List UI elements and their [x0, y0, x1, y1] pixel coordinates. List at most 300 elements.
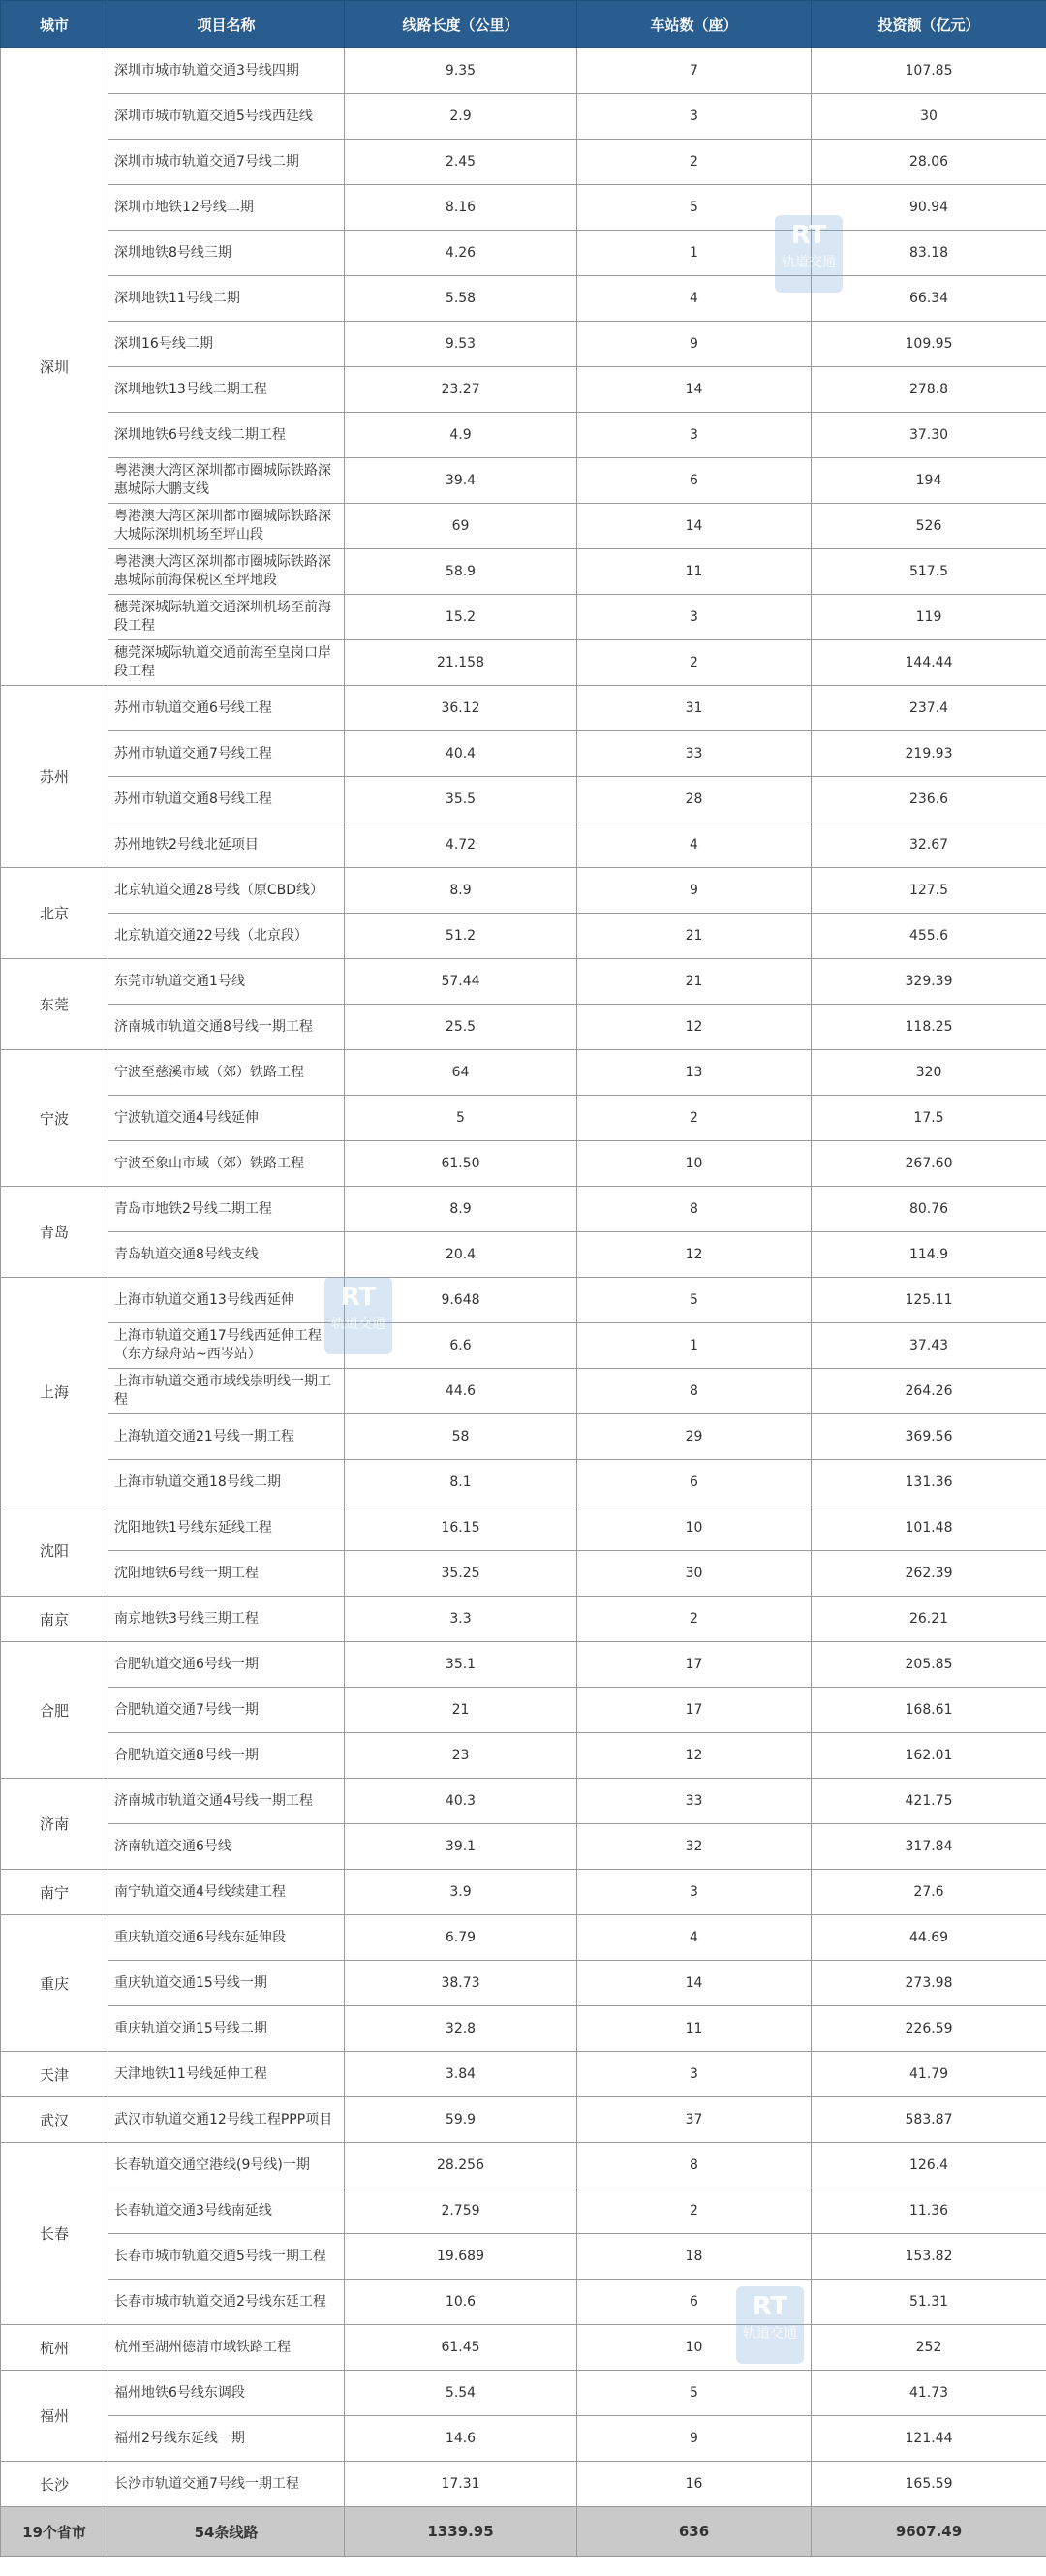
- station-count-cell: 10: [577, 1505, 812, 1551]
- line-length-cell: 28.256: [345, 2143, 577, 2188]
- investment-cell: 80.76: [812, 1187, 1046, 1232]
- investment-cell: 236.6: [812, 777, 1046, 822]
- investment-cell: 267.60: [812, 1141, 1046, 1187]
- header-project-name: 项目名称: [108, 1, 345, 48]
- table-row: [1, 959, 1046, 1005]
- table-row: [1, 2462, 1046, 2507]
- line-length-cell: 58: [345, 1414, 577, 1460]
- line-length-cell: 64: [345, 1050, 577, 1096]
- project-name-cell: 宁波至象山市域（郊）铁路工程: [108, 1141, 345, 1187]
- table-row: [1, 1779, 1046, 1824]
- line-length-cell: 14.6: [345, 2416, 577, 2462]
- table-row: [1, 322, 1046, 367]
- project-name-cell: 南京地铁3号线三期工程: [108, 1597, 345, 1642]
- line-length-cell: 35.5: [345, 777, 577, 822]
- station-count-cell: 32: [577, 1824, 812, 1870]
- city-cell: 杭州: [1, 2325, 108, 2371]
- project-name-cell: 青岛轨道交通8号线支线: [108, 1232, 345, 1278]
- table-row: [1, 1096, 1046, 1141]
- city-cell: 长沙: [1, 2462, 108, 2507]
- project-name-cell: 东莞市轨道交通1号线: [108, 959, 345, 1005]
- line-length-cell: 2.759: [345, 2188, 577, 2234]
- line-length-cell: 40.4: [345, 731, 577, 777]
- watermark-text: 轨道交通: [331, 1317, 385, 1332]
- line-length-cell: 61.50: [345, 1141, 577, 1187]
- investment-cell: 194: [812, 458, 1046, 504]
- station-count-cell: 21: [577, 959, 812, 1005]
- project-name-cell: 上海轨道交通21号线一期工程: [108, 1414, 345, 1460]
- investment-cell: 278.8: [812, 367, 1046, 413]
- project-name-cell: 穗莞深城际轨道交通前海至皇岗口岸段工程: [108, 640, 345, 686]
- project-name-cell: 福州地铁6号线东调段: [108, 2371, 345, 2416]
- table-row: [1, 1187, 1046, 1232]
- table-row: [1, 276, 1046, 322]
- line-length-cell: 20.4: [345, 1232, 577, 1278]
- total-project-count: 54条线路: [108, 2507, 345, 2557]
- project-name-cell: 深圳地铁8号线三期: [108, 231, 345, 276]
- table-row: [1, 1870, 1046, 1915]
- table-row: [1, 1414, 1046, 1460]
- station-count-cell: 5: [577, 185, 812, 231]
- watermark-text: 轨道交通: [743, 2326, 797, 2342]
- project-name-cell: 福州2号线东延线一期: [108, 2416, 345, 2462]
- station-count-cell: 3: [577, 2052, 812, 2097]
- station-count-cell: 33: [577, 731, 812, 777]
- city-cell: 南宁: [1, 1870, 108, 1915]
- line-length-cell: 8.9: [345, 868, 577, 914]
- investment-cell: 583.87: [812, 2097, 1046, 2143]
- station-count-cell: 12: [577, 1733, 812, 1779]
- city-cell: 青岛: [1, 1187, 108, 1278]
- table-row: [1, 1141, 1046, 1187]
- line-length-cell: 38.73: [345, 1961, 577, 2006]
- investment-cell: 421.75: [812, 1779, 1046, 1824]
- table-row: [1, 458, 1046, 504]
- investment-cell: 41.73: [812, 2371, 1046, 2416]
- station-count-cell: 3: [577, 94, 812, 140]
- line-length-cell: 25.5: [345, 1005, 577, 1050]
- investment-cell: 30: [812, 94, 1046, 140]
- investment-cell: 44.69: [812, 1915, 1046, 1961]
- project-name-cell: 穗莞深城际轨道交通深圳机场至前海段工程: [108, 595, 345, 640]
- table-row: [1, 1824, 1046, 1870]
- table-row: [1, 2234, 1046, 2280]
- table-row: [1, 549, 1046, 595]
- line-length-cell: 35.1: [345, 1642, 577, 1688]
- station-count-cell: 1: [577, 231, 812, 276]
- line-length-cell: 39.4: [345, 458, 577, 504]
- line-length-cell: 3.9: [345, 1870, 577, 1915]
- table-row: [1, 2052, 1046, 2097]
- line-length-cell: 19.689: [345, 2234, 577, 2280]
- line-length-cell: 44.6: [345, 1369, 577, 1414]
- line-length-cell: 51.2: [345, 914, 577, 959]
- project-name-cell: 北京轨道交通22号线（北京段）: [108, 914, 345, 959]
- table-row: [1, 2416, 1046, 2462]
- investment-cell: 26.21: [812, 1597, 1046, 1642]
- station-count-cell: 2: [577, 140, 812, 185]
- table-row: [1, 2325, 1046, 2371]
- station-count-cell: 4: [577, 276, 812, 322]
- project-name-cell: 深圳地铁11号线二期: [108, 276, 345, 322]
- investment-cell: 369.56: [812, 1414, 1046, 1460]
- project-name-cell: 粤港澳大湾区深圳都市圈城际铁路深惠城际前海保税区至坪地段: [108, 549, 345, 595]
- line-length-cell: 58.9: [345, 549, 577, 595]
- investment-cell: 32.67: [812, 822, 1046, 868]
- project-name-cell: 合肥轨道交通6号线一期: [108, 1642, 345, 1688]
- line-length-cell: 21.158: [345, 640, 577, 686]
- project-name-cell: 粤港澳大湾区深圳都市圈城际铁路深惠城际大鹏支线: [108, 458, 345, 504]
- line-length-cell: 23.27: [345, 367, 577, 413]
- project-name-cell: 深圳市城市轨道交通3号线四期: [108, 48, 345, 94]
- table-row: [1, 1642, 1046, 1688]
- table-row: [1, 640, 1046, 686]
- project-name-cell: 济南轨道交通6号线: [108, 1824, 345, 1870]
- investment-cell: 114.9: [812, 1232, 1046, 1278]
- project-name-cell: 上海市轨道交通18号线二期: [108, 1460, 345, 1505]
- investment-cell: 162.01: [812, 1733, 1046, 1779]
- table-row: [1, 185, 1046, 231]
- station-count-cell: 3: [577, 413, 812, 458]
- project-name-cell: 济南城市轨道交通4号线一期工程: [108, 1779, 345, 1824]
- project-name-cell: 杭州至湖州德清市域铁路工程: [108, 2325, 345, 2371]
- table-row: [1, 2188, 1046, 2234]
- header-station-count: 车站数（座）: [577, 1, 812, 48]
- station-count-cell: 5: [577, 2371, 812, 2416]
- investment-cell: 205.85: [812, 1642, 1046, 1688]
- line-length-cell: 10.6: [345, 2280, 577, 2325]
- table-row: [1, 1961, 1046, 2006]
- table-row: [1, 1278, 1046, 1323]
- table-row: [1, 94, 1046, 140]
- table-row: [1, 413, 1046, 458]
- project-name-cell: 上海市轨道交通17号线西延伸工程（东方绿舟站~西岑站）: [108, 1323, 345, 1369]
- line-length-cell: 8.16: [345, 185, 577, 231]
- city-cell: 苏州: [1, 686, 108, 868]
- header-investment: 投资额（亿元）: [812, 1, 1046, 48]
- investment-cell: 264.26: [812, 1369, 1046, 1414]
- line-length-cell: 4.72: [345, 822, 577, 868]
- table-row: [1, 2371, 1046, 2416]
- line-length-cell: 8.1: [345, 1460, 577, 1505]
- line-length-cell: 6.6: [345, 1323, 577, 1369]
- station-count-cell: 17: [577, 1688, 812, 1733]
- table-row: [1, 1232, 1046, 1278]
- investment-cell: 126.4: [812, 2143, 1046, 2188]
- station-count-cell: 14: [577, 367, 812, 413]
- project-name-cell: 长沙市轨道交通7号线一期工程: [108, 2462, 345, 2507]
- line-length-cell: 4.9: [345, 413, 577, 458]
- project-name-cell: 济南城市轨道交通8号线一期工程: [108, 1005, 345, 1050]
- station-count-cell: 18: [577, 2234, 812, 2280]
- line-length-cell: 2.45: [345, 140, 577, 185]
- table-row: [1, 1050, 1046, 1096]
- total-stations: 636: [577, 2507, 812, 2557]
- investment-cell: 517.5: [812, 549, 1046, 595]
- investment-cell: 66.34: [812, 276, 1046, 322]
- station-count-cell: 1: [577, 1323, 812, 1369]
- city-cell: 宁波: [1, 1050, 108, 1187]
- project-name-cell: 武汉市轨道交通12号线工程PPP项目: [108, 2097, 345, 2143]
- station-count-cell: 8: [577, 1187, 812, 1232]
- project-name-cell: 沈阳地铁6号线一期工程: [108, 1551, 345, 1597]
- line-length-cell: 39.1: [345, 1824, 577, 1870]
- station-count-cell: 16: [577, 2462, 812, 2507]
- table-header-row: [1, 1, 1046, 48]
- station-count-cell: 6: [577, 458, 812, 504]
- station-count-cell: 4: [577, 1915, 812, 1961]
- city-cell: 天津: [1, 2052, 108, 2097]
- station-count-cell: 7: [577, 48, 812, 94]
- table-row: [1, 1369, 1046, 1414]
- station-count-cell: 8: [577, 1369, 812, 1414]
- project-name-cell: 长春轨道交通空港线(9号线)一期: [108, 2143, 345, 2188]
- line-length-cell: 36.12: [345, 686, 577, 731]
- line-length-cell: 61.45: [345, 2325, 577, 2371]
- table-row: [1, 2097, 1046, 2143]
- project-name-cell: 天津地铁11号线延伸工程: [108, 2052, 345, 2097]
- investment-cell: 11.36: [812, 2188, 1046, 2234]
- total-row: [1, 2507, 1046, 2557]
- line-length-cell: 59.9: [345, 2097, 577, 2143]
- project-name-cell: 苏州市轨道交通7号线工程: [108, 731, 345, 777]
- station-count-cell: 28: [577, 777, 812, 822]
- line-length-cell: 15.2: [345, 595, 577, 640]
- table-row: [1, 2006, 1046, 2052]
- station-count-cell: 6: [577, 2280, 812, 2325]
- investment-cell: 37.43: [812, 1323, 1046, 1369]
- watermark-rt: RT: [752, 2292, 788, 2321]
- city-cell: 东莞: [1, 959, 108, 1050]
- investment-cell: 165.59: [812, 2462, 1046, 2507]
- investment-cell: 329.39: [812, 959, 1046, 1005]
- table-row: [1, 504, 1046, 549]
- project-name-cell: 深圳市城市轨道交通7号线二期: [108, 140, 345, 185]
- investment-cell: 526: [812, 504, 1046, 549]
- table-row: [1, 1915, 1046, 1961]
- table-row: [1, 1005, 1046, 1050]
- project-name-cell: 长春市城市轨道交通5号线一期工程: [108, 2234, 345, 2280]
- investment-cell: 37.30: [812, 413, 1046, 458]
- table-row: [1, 595, 1046, 640]
- table-row: [1, 686, 1046, 731]
- investment-cell: 237.4: [812, 686, 1046, 731]
- table-row: [1, 1597, 1046, 1642]
- station-count-cell: 2: [577, 640, 812, 686]
- station-count-cell: 17: [577, 1642, 812, 1688]
- city-cell: 重庆: [1, 1915, 108, 2052]
- project-name-cell: 合肥轨道交通7号线一期: [108, 1688, 345, 1733]
- city-cell: 武汉: [1, 2097, 108, 2143]
- station-count-cell: 6: [577, 1460, 812, 1505]
- watermark-rt: RT: [340, 1283, 377, 1312]
- project-name-cell: 北京轨道交通28号线（原CBD线）: [108, 868, 345, 914]
- investment-cell: 144.44: [812, 640, 1046, 686]
- table-row: [1, 868, 1046, 914]
- line-length-cell: 4.26: [345, 231, 577, 276]
- table-row: [1, 140, 1046, 185]
- table-row: [1, 731, 1046, 777]
- investment-cell: 273.98: [812, 1961, 1046, 2006]
- investment-cell: 121.44: [812, 2416, 1046, 2462]
- station-count-cell: 29: [577, 1414, 812, 1460]
- line-length-cell: 9.53: [345, 322, 577, 367]
- investment-cell: 119: [812, 595, 1046, 640]
- total-length: 1339.95: [345, 2507, 577, 2557]
- line-length-cell: 9.35: [345, 48, 577, 94]
- table-row: [1, 231, 1046, 276]
- line-length-cell: 3.3: [345, 1597, 577, 1642]
- table-row: [1, 1460, 1046, 1505]
- station-count-cell: 9: [577, 868, 812, 914]
- line-length-cell: 17.31: [345, 2462, 577, 2507]
- investment-cell: 455.6: [812, 914, 1046, 959]
- station-count-cell: 31: [577, 686, 812, 731]
- station-count-cell: 3: [577, 1870, 812, 1915]
- table-row: [1, 1733, 1046, 1779]
- investment-cell: 168.61: [812, 1688, 1046, 1733]
- city-cell: 合肥: [1, 1642, 108, 1779]
- station-count-cell: 12: [577, 1232, 812, 1278]
- line-length-cell: 5: [345, 1096, 577, 1141]
- total-city: 19个省市: [1, 2507, 108, 2557]
- line-length-cell: 3.84: [345, 2052, 577, 2097]
- investment-cell: 252: [812, 2325, 1046, 2371]
- project-name-cell: 深圳地铁13号线二期工程: [108, 367, 345, 413]
- project-name-cell: 宁波至慈溪市域（郊）铁路工程: [108, 1050, 345, 1096]
- investment-cell: 107.85: [812, 48, 1046, 94]
- station-count-cell: 2: [577, 1096, 812, 1141]
- investment-cell: 83.18: [812, 231, 1046, 276]
- line-length-cell: 32.8: [345, 2006, 577, 2052]
- project-name-cell: 长春市城市轨道交通2号线东延工程: [108, 2280, 345, 2325]
- project-name-cell: 南宁轨道交通4号线续建工程: [108, 1870, 345, 1915]
- investment-cell: 28.06: [812, 140, 1046, 185]
- project-name-cell: 长春轨道交通3号线南延线: [108, 2188, 345, 2234]
- line-length-cell: 6.79: [345, 1915, 577, 1961]
- investment-cell: 262.39: [812, 1551, 1046, 1597]
- table-row: [1, 48, 1046, 94]
- watermark-text: 轨道交通: [782, 255, 836, 270]
- line-length-cell: 5.58: [345, 276, 577, 322]
- line-length-cell: 57.44: [345, 959, 577, 1005]
- total-investment: 9607.49: [812, 2507, 1046, 2557]
- table-row: [1, 777, 1046, 822]
- table-row: [1, 2143, 1046, 2188]
- table-row: [1, 822, 1046, 868]
- header-city: 城市: [1, 1, 108, 48]
- table-row: [1, 1688, 1046, 1733]
- project-name-cell: 重庆轨道交通6号线东延伸段: [108, 1915, 345, 1961]
- investment-cell: 41.79: [812, 2052, 1046, 2097]
- line-length-cell: 16.15: [345, 1505, 577, 1551]
- project-name-cell: 重庆轨道交通15号线一期: [108, 1961, 345, 2006]
- line-length-cell: 21: [345, 1688, 577, 1733]
- project-name-cell: 苏州市轨道交通8号线工程: [108, 777, 345, 822]
- station-count-cell: 37: [577, 2097, 812, 2143]
- investment-cell: 317.84: [812, 1824, 1046, 1870]
- project-name-cell: 深圳市地铁12号线二期: [108, 185, 345, 231]
- project-name-cell: 沈阳地铁1号线东延线工程: [108, 1505, 345, 1551]
- table-body: [1, 48, 1046, 2507]
- line-length-cell: 5.54: [345, 2371, 577, 2416]
- city-cell: 深圳: [1, 48, 108, 686]
- station-count-cell: 5: [577, 1278, 812, 1323]
- project-name-cell: 合肥轨道交通8号线一期: [108, 1733, 345, 1779]
- city-cell: 济南: [1, 1779, 108, 1870]
- investment-cell: 17.5: [812, 1096, 1046, 1141]
- city-cell: 北京: [1, 868, 108, 959]
- project-name-cell: 重庆轨道交通15号线二期: [108, 2006, 345, 2052]
- line-length-cell: 40.3: [345, 1779, 577, 1824]
- project-name-cell: 苏州市轨道交通6号线工程: [108, 686, 345, 731]
- table-row: [1, 367, 1046, 413]
- station-count-cell: 10: [577, 2325, 812, 2371]
- project-name-cell: 深圳市城市轨道交通5号线西延线: [108, 94, 345, 140]
- watermark-rt: RT: [790, 221, 827, 250]
- investment-cell: 226.59: [812, 2006, 1046, 2052]
- station-count-cell: 10: [577, 1141, 812, 1187]
- station-count-cell: 9: [577, 322, 812, 367]
- station-count-cell: 3: [577, 595, 812, 640]
- station-count-cell: 11: [577, 549, 812, 595]
- investment-cell: 219.93: [812, 731, 1046, 777]
- station-count-cell: 12: [577, 1005, 812, 1050]
- station-count-cell: 11: [577, 2006, 812, 2052]
- station-count-cell: 8: [577, 2143, 812, 2188]
- city-cell: 福州: [1, 2371, 108, 2462]
- table-row: [1, 914, 1046, 959]
- project-name-cell: 深圳16号线二期: [108, 322, 345, 367]
- investment-cell: 131.36: [812, 1460, 1046, 1505]
- project-name-cell: 苏州地铁2号线北延项目: [108, 822, 345, 868]
- station-count-cell: 30: [577, 1551, 812, 1597]
- investment-cell: 101.48: [812, 1505, 1046, 1551]
- station-count-cell: 13: [577, 1050, 812, 1096]
- investment-cell: 118.25: [812, 1005, 1046, 1050]
- project-name-cell: 上海市轨道交通市域线崇明线一期工程: [108, 1369, 345, 1414]
- city-cell: 上海: [1, 1278, 108, 1505]
- city-cell: 沈阳: [1, 1505, 108, 1597]
- city-cell: 长春: [1, 2143, 108, 2325]
- line-length-cell: 23: [345, 1733, 577, 1779]
- station-count-cell: 14: [577, 504, 812, 549]
- investment-cell: 51.31: [812, 2280, 1046, 2325]
- line-length-cell: 35.25: [345, 1551, 577, 1597]
- investment-cell: 125.11: [812, 1278, 1046, 1323]
- station-count-cell: 9: [577, 2416, 812, 2462]
- station-count-cell: 4: [577, 822, 812, 868]
- header-line-length: 线路长度（公里）: [345, 1, 577, 48]
- project-name-cell: 青岛市地铁2号线二期工程: [108, 1187, 345, 1232]
- investment-cell: 90.94: [812, 185, 1046, 231]
- station-count-cell: 2: [577, 2188, 812, 2234]
- investment-cell: 320: [812, 1050, 1046, 1096]
- table-row: [1, 2280, 1046, 2325]
- table-row: [1, 1551, 1046, 1597]
- project-name-cell: 深圳地铁6号线支线二期工程: [108, 413, 345, 458]
- line-length-cell: 9.648: [345, 1278, 577, 1323]
- station-count-cell: 21: [577, 914, 812, 959]
- project-name-cell: 宁波轨道交通4号线延伸: [108, 1096, 345, 1141]
- line-length-cell: 69: [345, 504, 577, 549]
- station-count-cell: 14: [577, 1961, 812, 2006]
- investment-cell: 153.82: [812, 2234, 1046, 2280]
- project-name-cell: 粤港澳大湾区深圳都市圈城际铁路深大城际深圳机场至坪山段: [108, 504, 345, 549]
- line-length-cell: 8.9: [345, 1187, 577, 1232]
- station-count-cell: 2: [577, 1597, 812, 1642]
- city-cell: 南京: [1, 1597, 108, 1642]
